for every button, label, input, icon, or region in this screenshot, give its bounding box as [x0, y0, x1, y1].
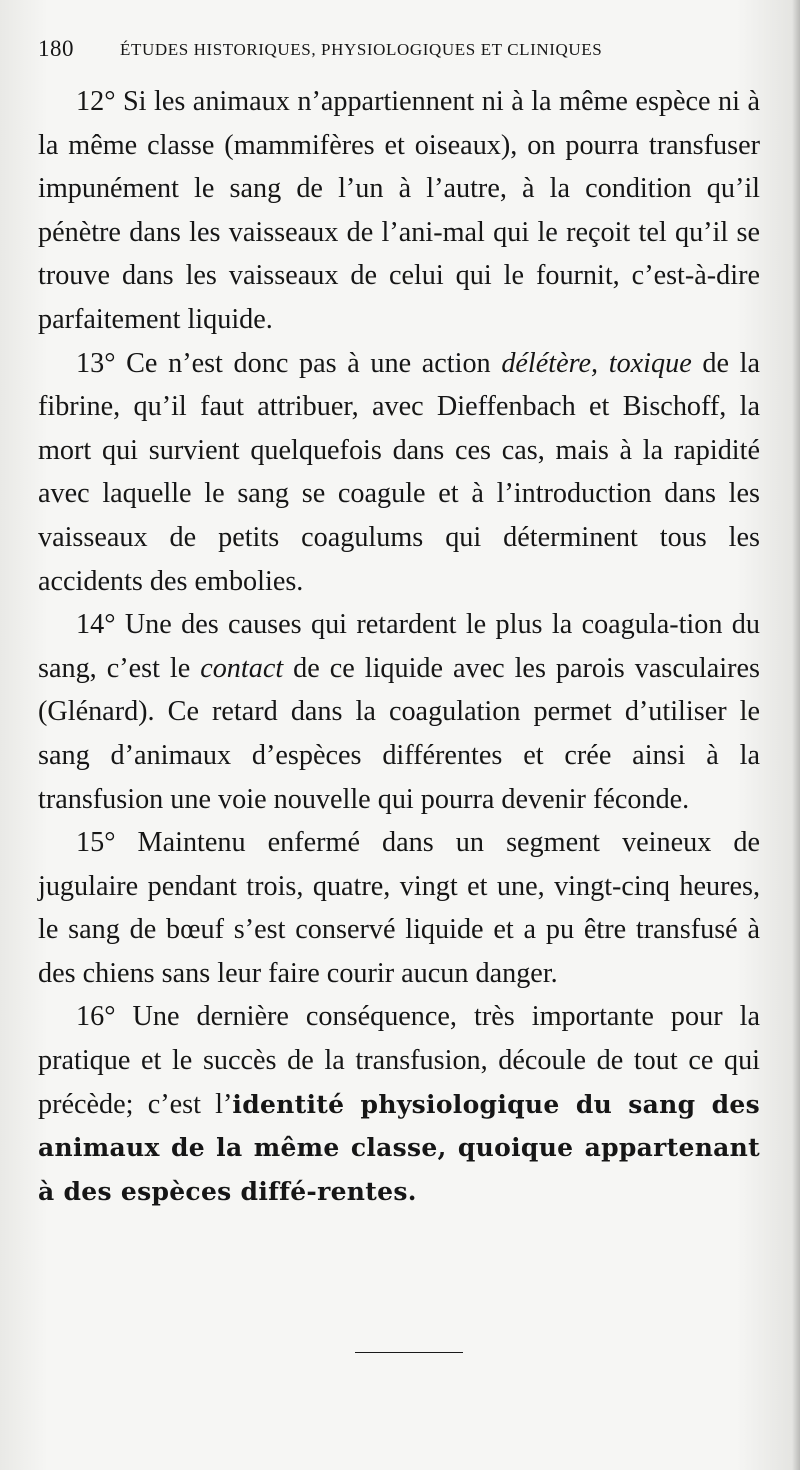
- body-text: [38, 80, 760, 1213]
- paragraph-14: [38, 603, 760, 821]
- paragraph-16: [38, 995, 760, 1213]
- paragraph-number: 16°: [76, 1001, 116, 1033]
- paragraph-text: Maintenu enfermé dans un segment veineux de jugulaire pendant trois, quatre, vingt et une, vingt-cinq heures, le sang de bœuf s’est conservé liquide et a pu être transfusé à des chiens sans leur faire courir aucun danger.: [38, 827, 760, 989]
- paragraph-text: de ce liquide avec les parois vasculaires (Glénard). Ce retard dans la coagulation permet d’utiliser le sang d’animaux d’espèces différentes et crée ainsi à la transfusion une voie nouvelle qui pourra devenir féconde.: [38, 652, 760, 815]
- paragraph-text: de la fibrine, qu’il faut attribuer, avec Dieffenbach et Bischoff, la mort qui survient quelquefois dans ces cas, mais à la rapidité avec laquelle le sang se coagule et à l’introduction dans les vaisseaux de petits coagulums qui déterminent tous les accidents des embolies.: [38, 347, 760, 597]
- paragraph-15: [38, 821, 760, 995]
- paragraph-number: 15°: [76, 827, 116, 859]
- page-header: [38, 36, 758, 68]
- page-edge-shadow: [792, 0, 800, 1470]
- section-end-rule: [355, 1352, 463, 1353]
- paragraph-text: Une dernière conséquence, très importante pour la pratique et le succès de la transfusion, découle de tout ce qui précède; c’est l’: [38, 1001, 760, 1120]
- paragraph-text: Si les animaux n’appartiennent ni à la même espèce ni à la même classe (mammifères et oiseaux), on pourra transfuser impunément le sang de l’un à l’autre, à la condition qu’il pénètre dans les vaisseaux de l’ani-mal qui le reçoit tel qu’il se trouve dans les vaisseaux de celui qui le fournit, c’est-à-dire parfaitement liquide.: [38, 86, 760, 335]
- italic-emphasis: contact: [200, 652, 284, 684]
- paragraph-number: 14°: [76, 609, 116, 641]
- page-number: 180: [38, 36, 74, 61]
- paragraph-12: [38, 80, 760, 342]
- paragraph-number: 13°: [76, 347, 116, 379]
- running-title: ÉTUDES HISTORIQUES, PHYSIOLOGIQUES ET CLINIQUES: [120, 40, 603, 59]
- bold-conclusion: identité physiologique du sang des animaux de la même classe, quoique appartenant à des espèces diffé-rentes.: [38, 1089, 760, 1206]
- paragraph-number: 12°: [76, 86, 116, 117]
- paragraph-text: Une des causes qui retardent le plus la coagula-tion du sang, c’est le: [38, 609, 760, 684]
- italic-emphasis: délétère, toxique: [501, 347, 692, 379]
- paragraph-text: Ce n’est donc pas à une action: [115, 347, 502, 379]
- paragraph-13: [38, 342, 760, 604]
